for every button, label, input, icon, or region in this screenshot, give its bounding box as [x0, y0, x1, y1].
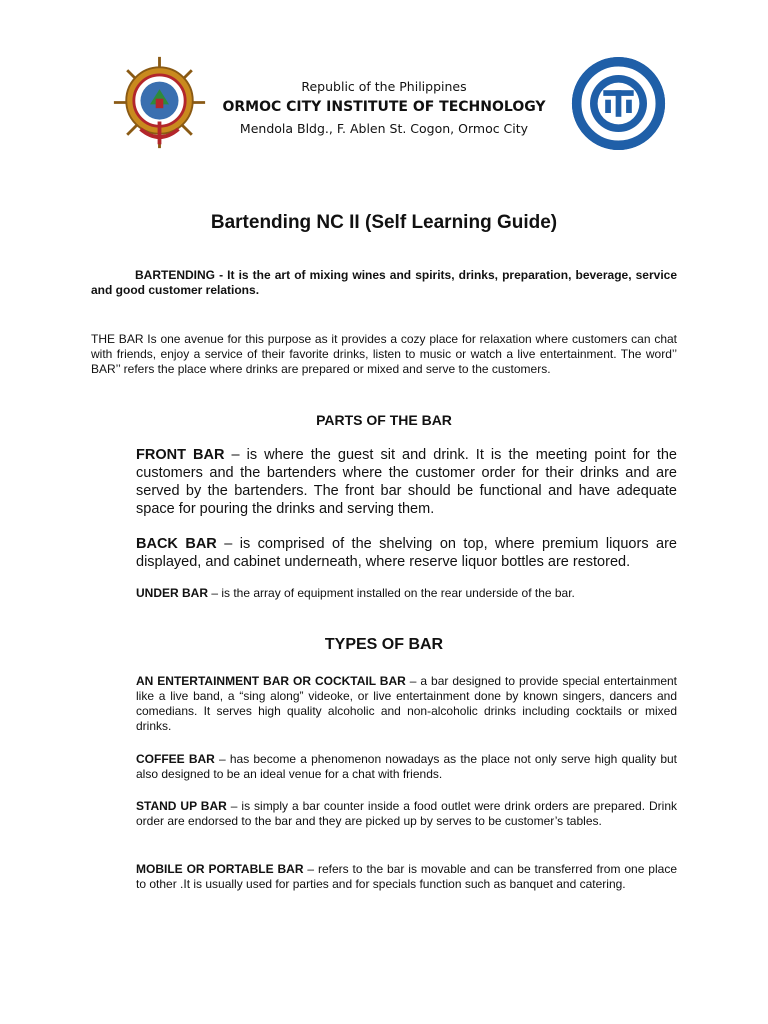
the-bar-paragraph: THE BAR Is one avenue for this purpose as it provides a cozy place for relaxation where customers can chat with friends, enjoy a service of their favorite drinks, listen to music or watch a live entertainment. The word’’ BAR’’ refers the place where drinks are prepared or mixed and serve to the customers.	[91, 332, 677, 376]
stand-up-bar-term: STAND UP BAR	[136, 799, 227, 813]
stand-up-bar-text: – is simply a bar counter inside a food outlet were drink orders are prepared. Drink order are endorsed to the bar and they are picked up by serves to be customer’s tables.	[136, 799, 677, 828]
entertainment-bar-term: AN ENTERTAINMENT BAR OR COCKTAIL BAR	[136, 674, 406, 688]
front-bar-paragraph	[136, 446, 677, 518]
coffee-bar-paragraph	[136, 752, 677, 782]
front-bar-text: – is where the guest sit and drink. It is the meeting point for the customers and the bartenders where the customer order for their drinks and are served by the bartenders. The front bar should be functional and have adequate space for pouring the drinks and serving them.	[136, 447, 677, 517]
header-address: Mendola Bldg., F. Ablen St. Cogon, Ormoc City	[239, 121, 529, 136]
back-bar-text: – is comprised of the shelving on top, where premium liquors are displayed, and cabinet underneath, where reserve liquor bottles are restored.	[136, 536, 677, 570]
under-bar-text: – is the array of equipment installed on the rear underside of the bar.	[208, 586, 575, 600]
mobile-bar-text: – refers to the bar is movable and can be transferred from one place to other .It is usually used for parties and for specials function such as banquet and catering.	[136, 862, 677, 891]
coffee-bar-term: COFFEE BAR	[136, 752, 215, 766]
bartending-definition: BARTENDING - It is the art of mixing wines and spirits, drinks, preparation, beverage, service and good customer relations.	[91, 268, 677, 297]
under-bar-paragraph	[136, 586, 677, 601]
coffee-bar-text: – has become a phenomenon nowadays as the place not only serve high quality but also designed to be an ideal venue for a chat with friends.	[136, 752, 677, 781]
back-bar-term: BACK BAR	[136, 536, 217, 552]
header-republic: Republic of the Philippines	[301, 79, 467, 94]
types-heading: TYPES OF BAR	[324, 636, 444, 653]
document-title: Bartending NC II (Self Learning Guide)	[210, 212, 558, 233]
front-bar-term: FRONT BAR	[136, 447, 225, 463]
back-bar-paragraph	[136, 535, 677, 571]
mobile-bar-term: MOBILE OR PORTABLE BAR	[136, 862, 304, 876]
mobile-bar-paragraph	[136, 862, 677, 892]
header-institute-name: ORMOC CITY INSTITUTE OF TECHNOLOGY	[222, 99, 546, 115]
entertainment-bar-text: – a bar designed to provide special entertainment like a live band, a “sing along” videoke, or live entertainment done by known singers, dancers and comedians. It serves high quality alcoholic and non-alcoholic drinks including cocktails or mixed drinks.	[136, 674, 678, 733]
parts-heading: PARTS OF THE BAR	[316, 412, 452, 428]
stand-up-bar-paragraph	[136, 799, 677, 829]
entertainment-bar-paragraph	[136, 674, 677, 734]
under-bar-term: UNDER BAR	[136, 586, 208, 600]
